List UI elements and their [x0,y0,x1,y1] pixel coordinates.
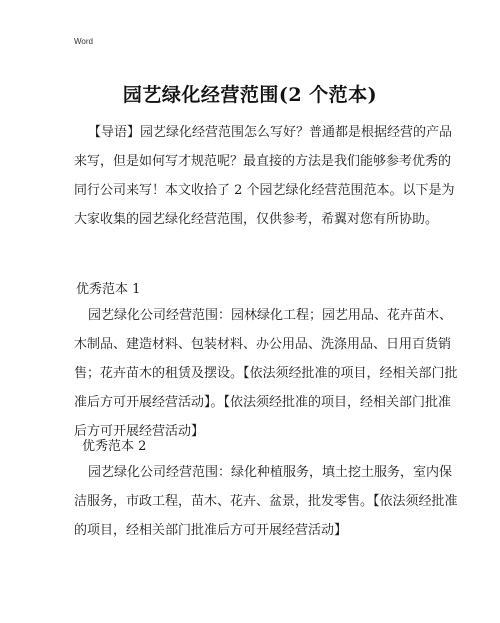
sample2-heading: 优秀范本 2 [82,439,147,454]
sample1-line: 准后方可开展经营活动】。【依法须经批准的项目，经相关部门批准 [74,395,452,410]
intro-line: 【导语】园艺绿化经营范围怎么写好？普通都是根据经营的产品 [88,125,453,140]
sample1-line: 园艺绿化公司经营范围：园林绿化工程；园艺用品、花卉苗木、 [88,308,453,323]
intro-line: 来写，但是如何写才规范呢？最直接的方法是我们能够参考优秀的 [74,154,452,169]
sample1-line: 售；花卉苗木的租赁及摆设。【依法须经批准的项目，经相关部门批 [74,366,458,381]
sample2-line: 园艺绿化公司经营范围：绿化种植服务，填土挖土服务，室内保 [88,465,453,480]
document-title: 园艺绿化经营范围(2 个范本) [122,84,378,106]
intro-paragraph [74,118,455,234]
intro-line: 同行公司来写！本文收拾了 2 个园艺绿化经营范围范本。以下是为 [74,183,455,198]
sample2-line: 洁服务，市政工程，苗木、花卉、盆景，批发零售。【依法须经批准 [74,494,458,509]
sample1-heading: 优秀范本 1 [76,282,141,297]
sample1-line: 木制品、建造材料、包装材料、办公用品、洗涤用品、日用百货销 [74,337,452,352]
sample1-line: 后方可开展经营活动】 [74,424,205,439]
intro-line: 大家收集的园艺绿化经营范围，仅供参考，希翼对您有所协助。 [74,212,439,227]
sample2-paragraph [74,458,458,545]
app-header-label: Word [74,37,93,46]
sample2-line: 的项目，经相关部门批准后方可开展经营活动】 [74,523,348,538]
sample1-paragraph [74,301,458,446]
